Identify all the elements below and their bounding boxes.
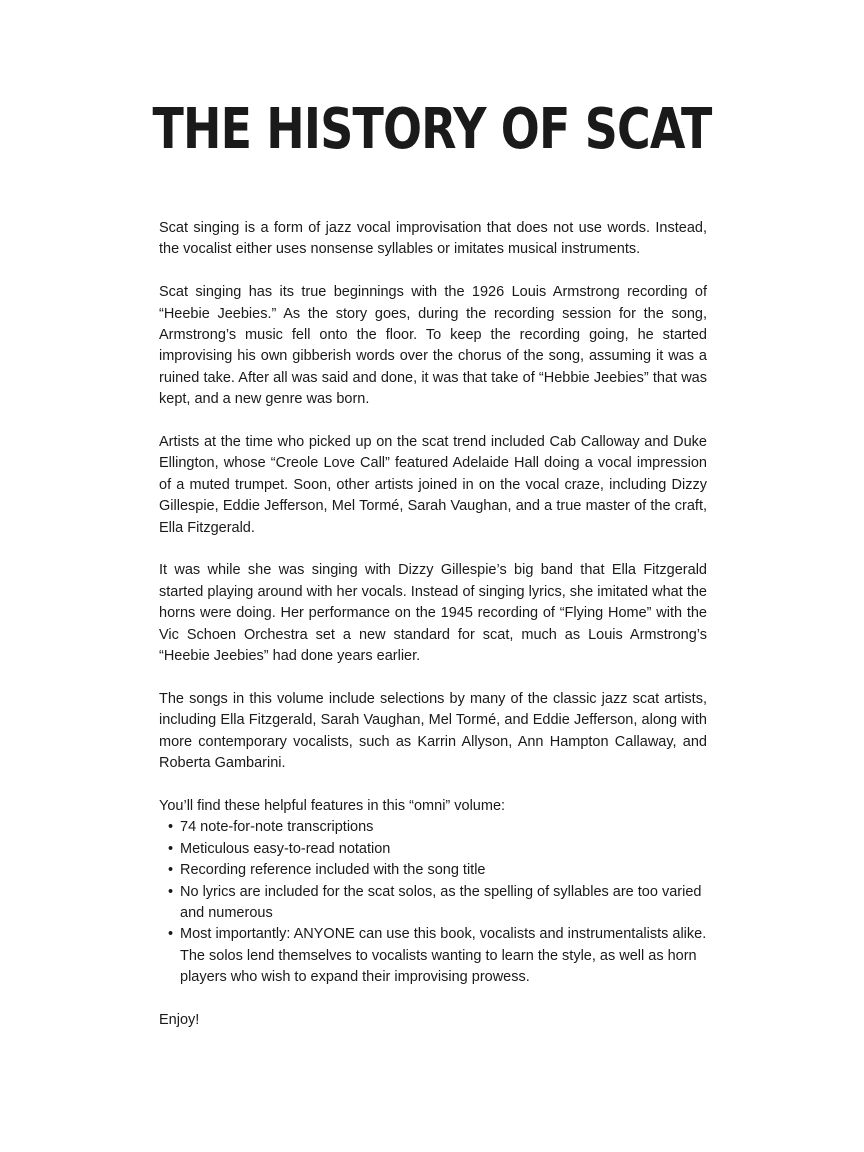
paragraph-artists: Artists at the time who picked up on the scat trend included Cab Calloway and Duke Ellington, whose “Creole Love Call” featured Adelaide Hall doing a vocal impression of a muted trumpet. Soon, other artists joined in on the vocal craze, including Dizzy Gillespie, Eddie Jefferson, Mel Tormé, Sarah Vaughan, and a true master of the craft, Ella Fitzgerald. [159,434,707,536]
closing-line: Enjoy! [159,1011,200,1028]
paragraph-intro: Scat singing is a form of jazz vocal improvisation that does not use words. Instead, the vocalist either uses nonsense syllables or imitates musical instruments. [159,220,707,258]
paragraph-songs-in-volume: The songs in this volume include selections by many of the classic jazz scat artists, including Ella Fitzgerald, Sarah Vaughan, Mel Tormé, and Eddie Jefferson, along with more contemporary vocalists, such as Karrin Allyson, Ann Hampton Callaway, and Roberta Gambarini. [159,690,707,772]
paragraph-ella-fitzgerald: It was while she was singing with Dizzy Gillespie’s big band that Ella Fitzgerald started playing around with her vocals. Instead of singing lyrics, she imitated what the horns were doing. Her performance on the 1945 recording of “Flying Home” with the Vic Schoen Orchestra set a new standard for scat, much as Louis Armstrong’s “Heebie Jeebies” had done years earlier. [159,562,707,665]
list-item: • Most importantly: ANYONE can use this book, vocalists and instrumentalists alike. The solos lend themselves to vocalists wanting to learn the style, as well as horn players who wish to expand their improvising prowess. [159,924,707,988]
article-body [159,218,707,1031]
list-item: • 74 note-for-note transcriptions [159,817,707,838]
features-list [159,817,707,988]
paragraph-origins: Scat singing has its true beginnings with the 1926 Louis Armstrong recording of “Heebie Jeebies.” As the story goes, during the recording session for the song, Armstrong’s music fell onto the floor. To keep the recording going, he started improvising his own gibberish words over the chorus of the song, assuming it was a ruined take. After all was said and done, it was that take of “Hebbie Jeebies” that was kept, and a new genre was born. [159,284,707,408]
features-intro: You’ll find these helpful features in this “omni” volume: [159,797,506,814]
list-item: • Meticulous easy-to-read notation [159,839,707,860]
page-title: THE HISTORY OF SCAT [152,97,712,162]
list-item: • No lyrics are included for the scat solos, as the spelling of syllables are too varied and numerous [159,882,707,925]
list-item: • Recording reference included with the song title [159,860,707,881]
